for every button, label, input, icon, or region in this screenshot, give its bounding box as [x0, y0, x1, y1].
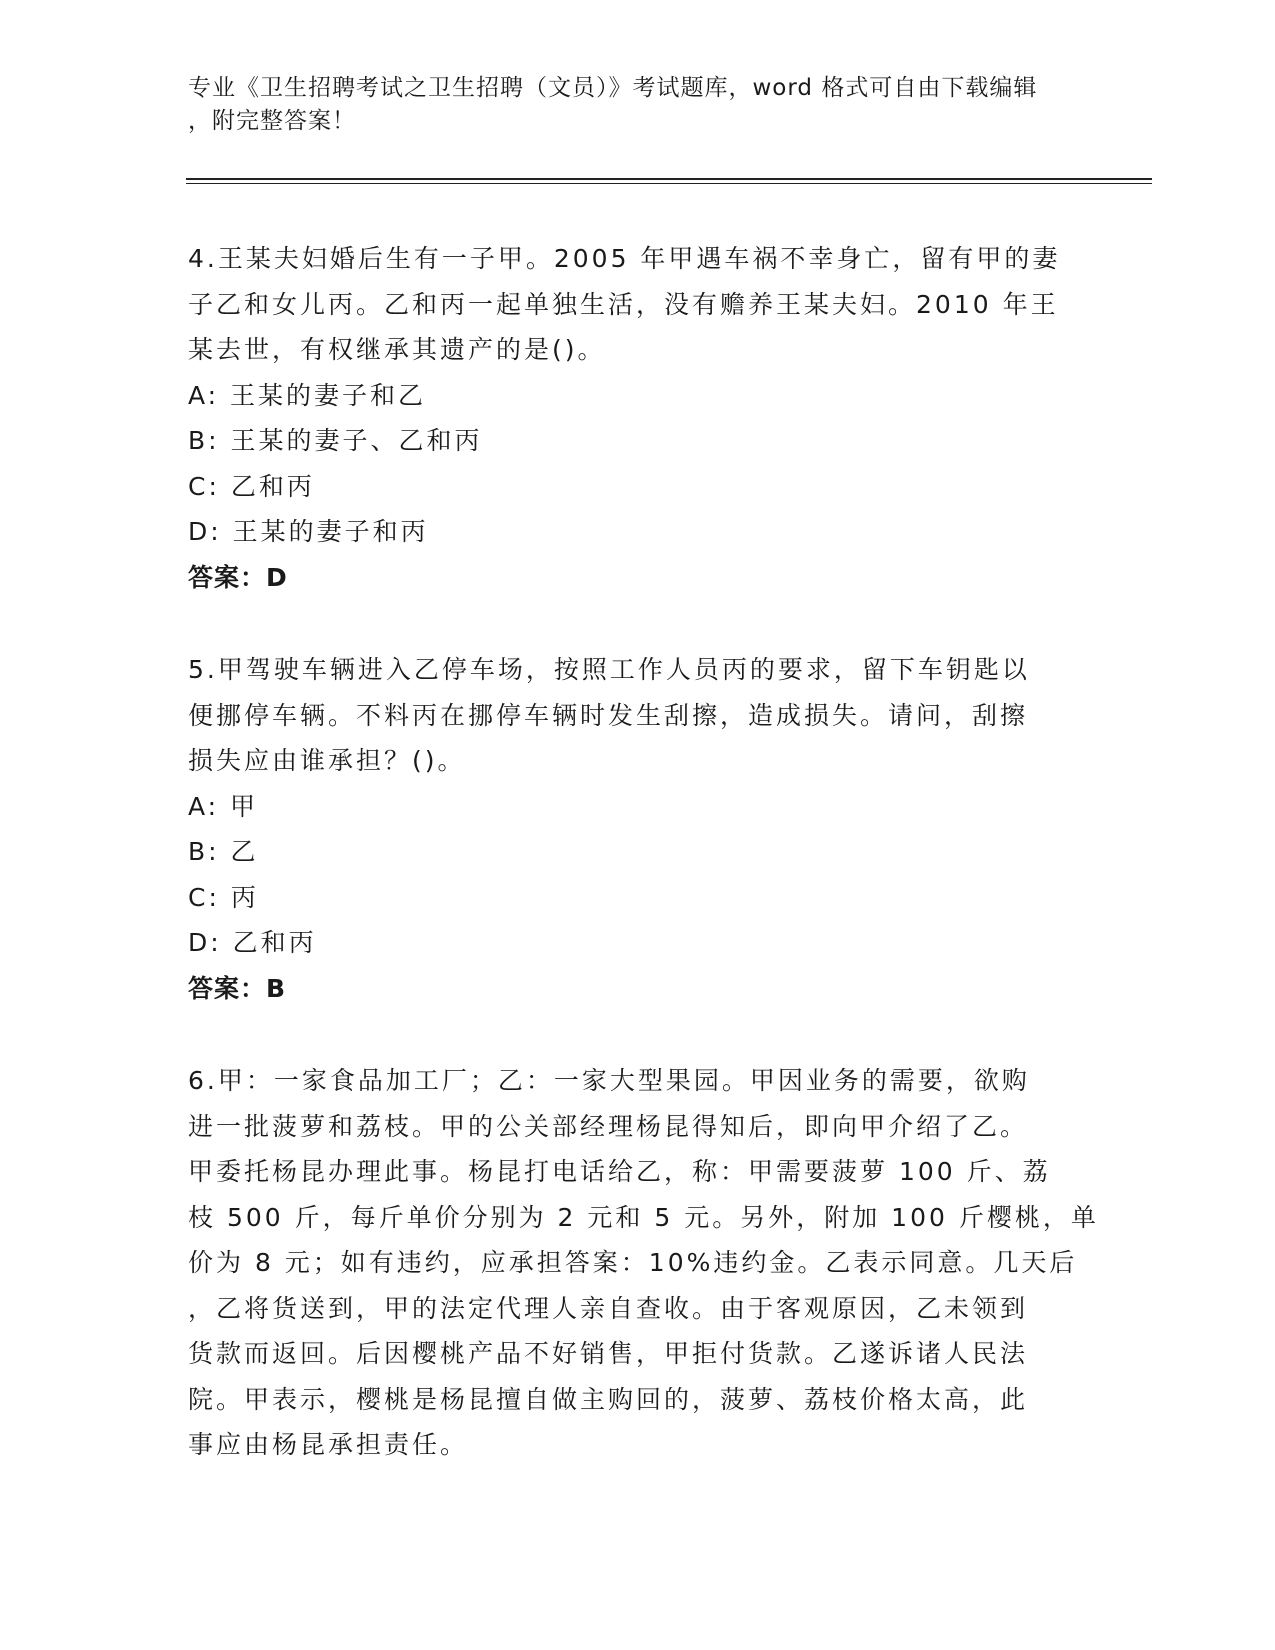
- option-b: B: 王某的妻子、乙和丙: [188, 426, 483, 455]
- header-rule-thin: [186, 183, 1152, 184]
- question-stem-line: 5.甲驾驶车辆进入乙停车场，按照工作人员丙的要求，留下车钥匙以: [188, 655, 1030, 684]
- option-a: A: 王某的妻子和乙: [188, 380, 427, 410]
- page-header: [188, 72, 1068, 138]
- question-stem-line: 子乙和女儿丙。乙和丙一起单独生活，没有赡养王某夫妇。2010 年王: [188, 289, 1059, 319]
- question-stem-line: 4.王某夫妇婚后生有一子甲。2005 年甲遇车祸不幸身亡，留有甲的妻: [188, 244, 1061, 273]
- question-6: [188, 1058, 1099, 1468]
- answer-line: 答案：D: [188, 562, 288, 592]
- question-stem-line: 6.甲：一家食品加工厂；乙：一家大型果园。甲因业务的需要，欲购: [188, 1066, 1030, 1095]
- option-d: D: 王某的妻子和丙: [188, 517, 429, 546]
- header-rule-thick: [186, 178, 1152, 180]
- option-c: C: 丙: [188, 882, 259, 912]
- question-list: [188, 236, 1099, 1468]
- question-stem-line: 某去世，有权继承其遗产的是()。: [188, 335, 606, 364]
- option-d: D: 乙和丙: [188, 928, 317, 957]
- answer-line: 答案：B: [188, 973, 287, 1003]
- question-stem-line: 价为 8 元；如有违约，应承担答案：10%违约金。乙表示同意。几天后: [188, 1248, 1078, 1277]
- question-stem-line: ，乙将货送到，甲的法定代理人亲自查收。由于客观原因，乙未领到: [188, 1293, 1029, 1323]
- question-stem-line: 甲委托杨昆办理此事。杨昆打电话给乙，称：甲需要菠萝 100 斤、荔: [188, 1157, 1051, 1186]
- question-5: [188, 647, 1088, 1011]
- question-4: [188, 236, 1088, 600]
- header-line: ，附完整答案！: [188, 108, 356, 134]
- question-stem-line: 损失应由谁承担？()。: [188, 746, 466, 775]
- question-stem-line: 枝 500 斤，每斤单价分别为 2 元和 5 元。另外，附加 100 斤樱桃，单: [188, 1202, 1099, 1232]
- option-a: A: 甲: [188, 791, 259, 821]
- spacer: [188, 1011, 1088, 1058]
- question-stem-line: 进一批菠萝和荔枝。甲的公关部经理杨昆得知后，即向甲介绍了乙。: [188, 1111, 1029, 1141]
- question-stem-line: 货款而返回。后因樱桃产品不好销售，甲拒付货款。乙遂诉诸人民法: [188, 1339, 1029, 1368]
- question-stem-line: 院。甲表示，樱桃是杨昆擅自做主购回的，菠萝、荔枝价格太高，此: [188, 1384, 1029, 1414]
- spacer: [188, 600, 1088, 647]
- question-stem-line: 事应由杨昆承担责任。: [188, 1430, 469, 1459]
- header-line: 专业《卫生招聘考试之卫生招聘（文员）》考试题库，word 格式可自由下载编辑: [188, 75, 1038, 101]
- option-c: C: 乙和丙: [188, 471, 315, 501]
- option-b: B: 乙: [188, 837, 259, 866]
- question-stem-line: 便挪停车辆。不料丙在挪停车辆时发生刮擦，造成损失。请问，刮擦: [188, 700, 1029, 730]
